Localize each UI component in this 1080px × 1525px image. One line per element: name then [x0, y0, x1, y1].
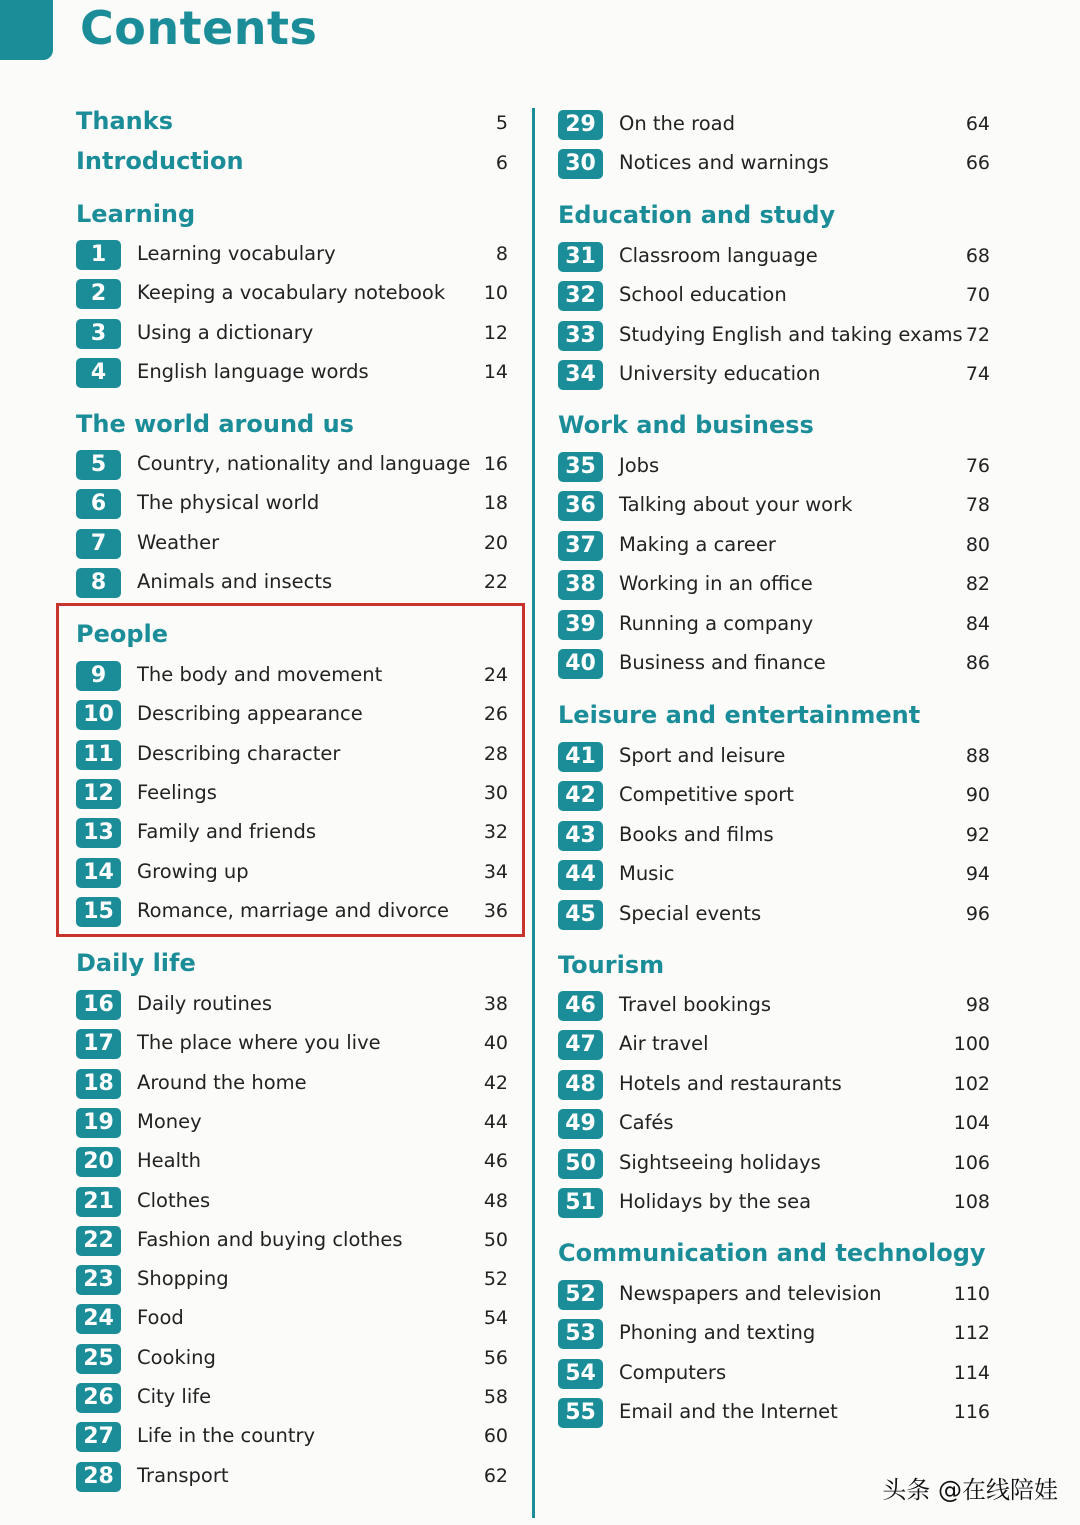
- unit-title: Growing up: [137, 860, 249, 883]
- unit-number-badge: 8: [76, 568, 121, 598]
- page-number: 46: [483, 1150, 508, 1172]
- unit-title: Feelings: [137, 781, 217, 804]
- front-matter-title: Thanks: [76, 107, 173, 135]
- unit-title: Romance, marriage and divorce: [137, 899, 450, 922]
- unit-title: Cafés: [619, 1111, 674, 1134]
- page-number: 116: [953, 1401, 990, 1423]
- page-number: 112: [953, 1322, 990, 1344]
- unit-number-badge: 37: [558, 531, 603, 561]
- page-number: 54: [483, 1307, 508, 1329]
- unit-title: Fashion and buying clothes: [137, 1228, 403, 1251]
- unit-number-badge: 54: [558, 1359, 603, 1389]
- page-number: 34: [483, 861, 508, 883]
- section-heading-tourism: Tourism: [558, 951, 665, 979]
- unit-title: Competitive sport: [619, 783, 794, 806]
- unit-number-badge: 39: [558, 610, 603, 640]
- page-number: 10: [483, 282, 508, 304]
- toc-entry-unit-30[interactable]: [558, 146, 994, 180]
- page-number: 44: [483, 1111, 508, 1133]
- unit-title: Daily routines: [137, 992, 272, 1015]
- unit-title: Shopping: [137, 1267, 229, 1290]
- section-heading-leisure-and-entertainment: Leisure and entertainment: [558, 701, 921, 729]
- unit-title: Business and finance: [619, 651, 826, 674]
- page-number: 74: [965, 363, 990, 385]
- toc-entry-unit-38[interactable]: [558, 567, 994, 601]
- unit-title: Life in the country: [137, 1424, 316, 1447]
- unit-title: Travel bookings: [619, 993, 772, 1016]
- page-number: 60: [483, 1425, 508, 1447]
- page-number: 70: [965, 284, 990, 306]
- unit-number-badge: 30: [558, 149, 603, 179]
- unit-title: Weather: [137, 531, 220, 554]
- toc-entry-unit-35[interactable]: [558, 449, 994, 483]
- unit-number-badge: 40: [558, 649, 603, 679]
- toc-entry-unit-29[interactable]: [558, 107, 994, 141]
- section-heading-communication-and-technology: Communication and technology: [558, 1239, 986, 1267]
- toc-entry-unit-20[interactable]: [76, 1144, 512, 1178]
- unit-number-badge: 52: [558, 1280, 603, 1310]
- unit-title: Sport and leisure: [619, 744, 786, 767]
- unit-title: Money: [137, 1110, 202, 1133]
- unit-title: Talking about your work: [619, 493, 853, 516]
- page-number: 106: [953, 1152, 990, 1174]
- unit-title: Newspapers and television: [619, 1282, 882, 1305]
- unit-number-badge: 41: [558, 742, 603, 772]
- page-number: 52: [483, 1268, 508, 1290]
- page-number: 22: [483, 571, 508, 593]
- toc-entry-unit-19[interactable]: [76, 1105, 512, 1139]
- unit-title: Sightseeing holidays: [619, 1151, 821, 1174]
- unit-number-badge: 49: [558, 1109, 603, 1139]
- page-number: 78: [965, 494, 990, 516]
- toc-entry-unit-49[interactable]: [558, 1106, 994, 1140]
- unit-number-badge: 53: [558, 1319, 603, 1349]
- page-number: 28: [483, 743, 508, 765]
- unit-title: On the road: [619, 112, 735, 135]
- toc-entry-unit-8[interactable]: [76, 565, 512, 599]
- page-number: 40: [483, 1032, 508, 1054]
- unit-number-badge: 20: [76, 1147, 121, 1177]
- page-number: 114: [953, 1362, 990, 1384]
- watermark: 头条 @在线陪娃: [882, 1476, 1058, 1504]
- toc-entry-unit-53[interactable]: [558, 1316, 994, 1350]
- toc-entry-unit-46[interactable]: [558, 988, 994, 1022]
- page-number: 76: [965, 455, 990, 477]
- page-number: 6: [495, 152, 508, 174]
- page-number: 72: [965, 324, 990, 346]
- toc-entry-unit-18[interactable]: [76, 1066, 512, 1100]
- unit-number-badge: 25: [76, 1344, 121, 1374]
- toc-entry-unit-4[interactable]: [76, 355, 512, 389]
- unit-title: Notices and warnings: [619, 151, 829, 174]
- toc-entry-unit-40[interactable]: [558, 646, 994, 680]
- front-matter-thanks[interactable]: [76, 106, 512, 138]
- page-number: 48: [483, 1190, 508, 1212]
- page-number: 82: [965, 573, 990, 595]
- unit-number-badge: 23: [76, 1265, 121, 1295]
- section-heading-the-world-around-us: The world around us: [76, 410, 354, 438]
- page-number: 50: [483, 1229, 508, 1251]
- unit-number-badge: 51: [558, 1188, 603, 1218]
- page-number: 108: [953, 1191, 990, 1213]
- toc-entry-unit-23[interactable]: [76, 1262, 512, 1296]
- unit-title: Cooking: [137, 1346, 216, 1369]
- unit-number-badge: 14: [76, 858, 121, 888]
- unit-title: Music: [619, 862, 675, 885]
- unit-number-badge: 50: [558, 1149, 603, 1179]
- toc-entry-unit-2[interactable]: [76, 276, 512, 310]
- page-number: 12: [483, 322, 508, 344]
- front-matter-introduction[interactable]: [76, 146, 512, 178]
- page-number: 90: [965, 784, 990, 806]
- unit-title: Describing appearance: [137, 702, 363, 725]
- unit-title: Learning vocabulary: [137, 242, 336, 265]
- unit-number-badge: 21: [76, 1187, 121, 1217]
- page-number: 110: [953, 1283, 990, 1305]
- unit-number-badge: 1: [76, 240, 121, 270]
- page-number: 36: [483, 900, 508, 922]
- unit-title: Jobs: [619, 454, 660, 477]
- section-heading-work-and-business: Work and business: [558, 411, 814, 439]
- toc-entry-unit-22[interactable]: [76, 1223, 512, 1257]
- page-number: 88: [965, 745, 990, 767]
- unit-number-badge: 26: [76, 1383, 121, 1413]
- page-number: 84: [965, 613, 990, 635]
- unit-number-badge: 4: [76, 358, 121, 388]
- unit-number-badge: 38: [558, 570, 603, 600]
- unit-number-badge: 31: [558, 242, 603, 272]
- unit-number-badge: 12: [76, 779, 121, 809]
- toc-entry-unit-31[interactable]: [558, 239, 994, 273]
- page-number: 96: [965, 903, 990, 925]
- page-number: 80: [965, 534, 990, 556]
- unit-number-badge: 2: [76, 279, 121, 309]
- toc-entry-unit-5[interactable]: [76, 447, 512, 481]
- toc-entry-unit-47[interactable]: [558, 1027, 994, 1061]
- unit-title: Using a dictionary: [137, 321, 314, 344]
- unit-title: Running a company: [619, 612, 814, 635]
- unit-number-badge: 43: [558, 821, 603, 851]
- unit-number-badge: 47: [558, 1030, 603, 1060]
- unit-number-badge: 16: [76, 990, 121, 1020]
- unit-title: The place where you live: [137, 1031, 381, 1054]
- toc-entry-unit-28[interactable]: [76, 1459, 512, 1493]
- unit-number-badge: 11: [76, 740, 121, 770]
- unit-title: Computers: [619, 1361, 727, 1384]
- page-number: 66: [965, 152, 990, 174]
- page-number: 16: [483, 453, 508, 475]
- unit-title: Around the home: [137, 1071, 307, 1094]
- unit-number-badge: 34: [558, 360, 603, 390]
- toc-entry-unit-41[interactable]: [558, 739, 994, 773]
- unit-title: Books and films: [619, 823, 774, 846]
- page-number: 38: [483, 993, 508, 1015]
- toc-entry-unit-32[interactable]: [558, 278, 994, 312]
- unit-number-badge: 45: [558, 900, 603, 930]
- page-number: 8: [495, 243, 508, 265]
- unit-title: Classroom language: [619, 244, 818, 267]
- page-number: 102: [953, 1073, 990, 1095]
- unit-title: The physical world: [137, 491, 320, 514]
- toc-entry-unit-52[interactable]: [558, 1277, 994, 1311]
- unit-number-badge: 24: [76, 1304, 121, 1334]
- toc-entry-unit-33[interactable]: [558, 318, 994, 352]
- unit-number-badge: 29: [558, 110, 603, 140]
- page-number: 56: [483, 1347, 508, 1369]
- page-number: 58: [483, 1386, 508, 1408]
- unit-title: Keeping a vocabulary notebook: [137, 281, 446, 304]
- page-number: 5: [495, 112, 508, 134]
- unit-number-badge: 33: [558, 321, 603, 351]
- section-heading-daily-life: Daily life: [76, 949, 196, 977]
- toc-entry-unit-51[interactable]: [558, 1185, 994, 1219]
- page-number: 100: [953, 1033, 990, 1055]
- page-number: 30: [483, 782, 508, 804]
- unit-title: University education: [619, 362, 821, 385]
- page-number: 26: [483, 703, 508, 725]
- unit-title: Describing character: [137, 742, 341, 765]
- toc-entry-unit-16[interactable]: [76, 987, 512, 1021]
- column-divider: [532, 108, 535, 1518]
- unit-title: Animals and insects: [137, 570, 333, 593]
- unit-number-badge: 46: [558, 991, 603, 1021]
- toc-entry-unit-48[interactable]: [558, 1067, 994, 1101]
- page-number: 86: [965, 652, 990, 674]
- page-number: 14: [483, 361, 508, 383]
- unit-title: Clothes: [137, 1189, 211, 1212]
- toc-entry-unit-55[interactable]: [558, 1395, 994, 1429]
- unit-title: Health: [137, 1149, 202, 1172]
- unit-number-badge: 42: [558, 781, 603, 811]
- unit-title: City life: [137, 1385, 212, 1408]
- unit-title: Holidays by the sea: [619, 1190, 812, 1213]
- toc-entry-unit-45[interactable]: [558, 897, 994, 931]
- unit-title: The body and movement: [137, 663, 383, 686]
- unit-number-badge: 17: [76, 1029, 121, 1059]
- page-number: 20: [483, 532, 508, 554]
- toc-entry-unit-50[interactable]: [558, 1146, 994, 1180]
- section-heading-learning: Learning: [76, 200, 196, 228]
- unit-title: Special events: [619, 902, 762, 925]
- toc-entry-unit-44[interactable]: [558, 857, 994, 891]
- toc-entry-unit-54[interactable]: [558, 1356, 994, 1390]
- unit-number-badge: 6: [76, 489, 121, 519]
- toc-entry-unit-3[interactable]: [76, 316, 512, 350]
- unit-number-badge: 10: [76, 700, 121, 730]
- unit-number-badge: 18: [76, 1069, 121, 1099]
- unit-number-badge: 22: [76, 1226, 121, 1256]
- unit-title: Making a career: [619, 533, 776, 556]
- toc-entry-unit-39[interactable]: [558, 607, 994, 641]
- toc-entry-unit-42[interactable]: [558, 778, 994, 812]
- unit-title: Phoning and texting: [619, 1321, 816, 1344]
- toc-entry-unit-34[interactable]: [558, 357, 994, 391]
- unit-title: Transport: [137, 1464, 229, 1487]
- unit-number-badge: 19: [76, 1108, 121, 1138]
- unit-number-badge: 9: [76, 661, 121, 691]
- unit-title: Food: [137, 1306, 184, 1329]
- page-number: 42: [483, 1072, 508, 1094]
- unit-number-badge: 36: [558, 491, 603, 521]
- toc-entry-unit-21[interactable]: [76, 1184, 512, 1218]
- toc-entry-unit-26[interactable]: [76, 1380, 512, 1414]
- page-number: 94: [965, 863, 990, 885]
- page-number: 32: [483, 821, 508, 843]
- toc-entry-unit-37[interactable]: [558, 528, 994, 562]
- unit-title: Email and the Internet: [619, 1400, 838, 1423]
- unit-title: Hotels and restaurants: [619, 1072, 842, 1095]
- page-title: Contents: [80, 1, 318, 55]
- unit-title: Working in an office: [619, 572, 813, 595]
- page-number: 18: [483, 492, 508, 514]
- unit-number-badge: 44: [558, 860, 603, 890]
- unit-title: English language words: [137, 360, 369, 383]
- toc-entry-unit-17[interactable]: [76, 1026, 512, 1060]
- page-number: 98: [965, 994, 990, 1016]
- unit-number-badge: 7: [76, 529, 121, 559]
- unit-title: Country, nationality and language: [137, 452, 471, 475]
- toc-entry-unit-7[interactable]: [76, 526, 512, 560]
- section-heading-education-and-study: Education and study: [558, 201, 836, 229]
- unit-title: Family and friends: [137, 820, 317, 843]
- unit-number-badge: 35: [558, 452, 603, 482]
- people-section-highlight: [56, 603, 525, 937]
- unit-number-badge: 3: [76, 319, 121, 349]
- unit-number-badge: 32: [558, 281, 603, 311]
- contents-tab-marker: [0, 0, 53, 60]
- toc-entry-unit-1[interactable]: [76, 237, 512, 271]
- toc-entry-unit-25[interactable]: [76, 1341, 512, 1375]
- toc-entry-unit-6[interactable]: [76, 486, 512, 520]
- unit-number-badge: 28: [76, 1462, 121, 1492]
- unit-number-badge: 13: [76, 818, 121, 848]
- section-heading-people: People: [76, 620, 169, 648]
- toc-entry-unit-43[interactable]: [558, 818, 994, 852]
- unit-number-badge: 55: [558, 1398, 603, 1428]
- page-number: 64: [965, 113, 990, 135]
- unit-number-badge: 15: [76, 897, 121, 927]
- toc-entry-unit-36[interactable]: [558, 488, 994, 522]
- front-matter-title: Introduction: [76, 147, 244, 175]
- unit-number-badge: 27: [76, 1422, 121, 1452]
- unit-title: Air travel: [619, 1032, 709, 1055]
- page-number: 68: [965, 245, 990, 267]
- page-number: 92: [965, 824, 990, 846]
- unit-title: School education: [619, 283, 787, 306]
- unit-title: Studying English and taking exams: [619, 323, 963, 346]
- unit-number-badge: 5: [76, 450, 121, 480]
- unit-number-badge: 48: [558, 1070, 603, 1100]
- page-number: 104: [953, 1112, 990, 1134]
- toc-entry-unit-24[interactable]: [76, 1301, 512, 1335]
- toc-entry-unit-27[interactable]: [76, 1419, 512, 1453]
- page-number: 62: [483, 1465, 508, 1487]
- page-number: 24: [483, 664, 508, 686]
